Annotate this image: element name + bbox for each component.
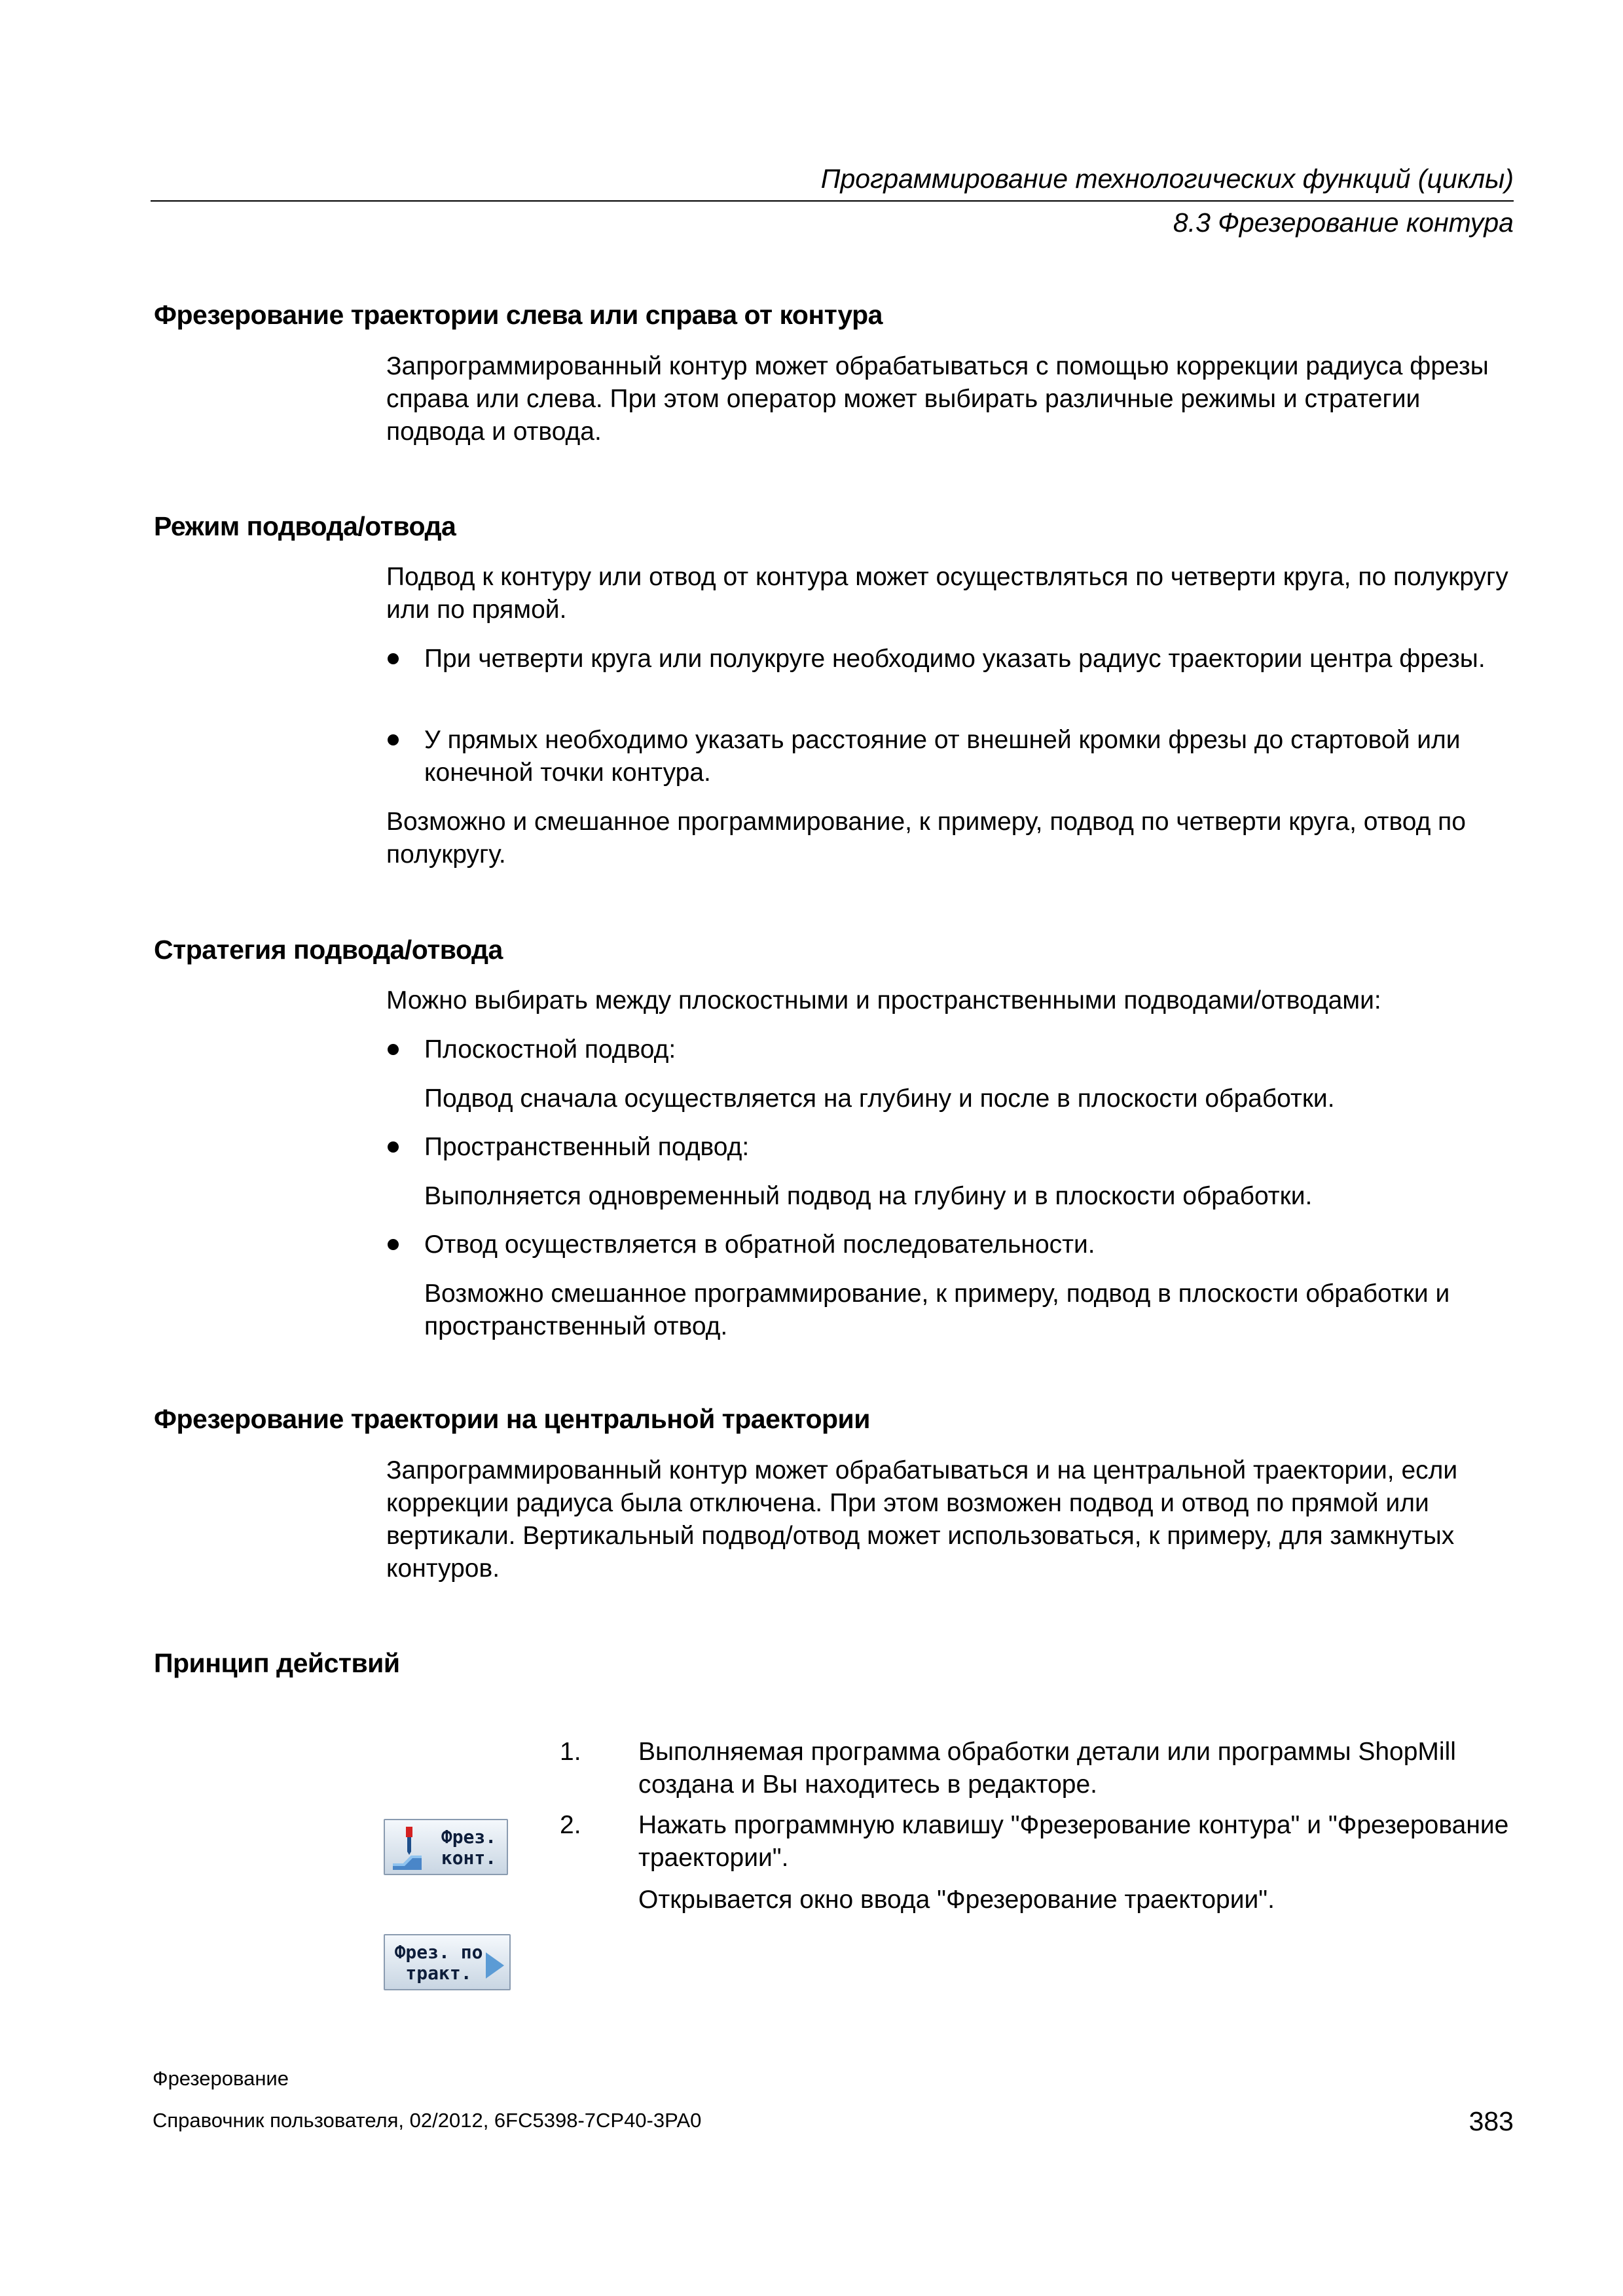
paragraph-center-path: Запрограммированный контур может обрабатываться и на центральной траектории, если коррекции радиуса была отключена. При этом возможен подвод и отвод по прямой или вертикали. Вертикальный подвод/отвод может использоваться, к примеру, для замкнутых контуров. (386, 1456, 1458, 1583)
bullet-dot (388, 734, 399, 745)
footer-title: Фрезерование (153, 2067, 289, 2090)
milling-tool-icon (389, 1824, 426, 1873)
heading-center-path: Фрезерование траектории на центральной траектории (154, 1404, 870, 1434)
bullet-text: Плоскостной подвод: (424, 1035, 676, 1064)
step-text-1: Выполняемая программа обработки детали или программы ShopMill создана и Вы находитесь в редакторе. (638, 1738, 1456, 1799)
heading-procedure: Принцип действий (154, 1648, 400, 1678)
bullet-dot (388, 653, 399, 664)
softkey-label: Фрез. по тракт. (394, 1941, 483, 1984)
softkey-contour-milling[interactable] (384, 1819, 508, 1875)
step-number-2: 2. (560, 1811, 581, 1839)
detail-planar-approach: Подвод сначала осуществляется на глубину и после в плоскости обработки. (424, 1085, 1335, 1113)
bullet-text: У прямых необходимо указать расстояние от внешней кромки фрезы до стартовой или конечной точки контура. (424, 726, 1461, 787)
heading-approach-mode: Режим подвода/отвода (154, 511, 456, 541)
bullet-retract-order (386, 1229, 1525, 1261)
step-result-2: Открывается окно ввода "Фрезерование траектории". (638, 1886, 1275, 1914)
header-rule (151, 200, 1514, 202)
page-number: 383 (1468, 2106, 1514, 2136)
bullet-dot (388, 1239, 399, 1250)
detail-mixed-programming: Возможно смешанное программирование, к примеру, подвод в плоскости обработки и пространственный отвод. (424, 1280, 1450, 1340)
softkey-path-milling[interactable] (384, 1934, 511, 1990)
bullet-planar-approach (386, 1033, 1525, 1066)
bullet-straight (386, 724, 1525, 789)
bullet-spatial-approach (386, 1131, 1525, 1164)
softkey-label: Фрез. конт. (441, 1826, 497, 1869)
header-section-title: 8.3 Фрезерование контура (1173, 207, 1514, 238)
paragraph-approach-outro: Возможно и смешанное программирование, к примеру, подвод по четверти круга, отвод по полукругу. (386, 808, 1466, 869)
bullet-text: Отвод осуществляется в обратной последовательности. (424, 1230, 1095, 1259)
paragraph-left-right-milling: Запрограммированный контур может обрабатываться с помощью коррекции радиуса фрезы справа или слева. При этом оператор может выбирать различные режимы и стратегии подвода и отвода. (386, 352, 1489, 446)
paragraph-strategy-intro: Можно выбирать между плоскостными и пространственными подводами/отводами: (386, 986, 1381, 1014)
step-text-2: Нажать программную клавишу "Фрезерование контура" и "Фрезерование траектории". (638, 1811, 1509, 1872)
bullet-dot (388, 1141, 399, 1153)
bullet-dot (388, 1044, 399, 1055)
heading-left-right-milling: Фрезерование траектории слева или справа от контура (154, 300, 883, 330)
step-number-1: 1. (560, 1738, 581, 1766)
bullet-text: Пространственный подвод: (424, 1133, 750, 1161)
paragraph-approach-intro: Подвод к контуру или отвод от контура может осуществляться по четверти круга, по полукругу или по прямой. (386, 563, 1508, 624)
footer-manual-info: Справочник пользователя, 02/2012, 6FC5398-7CP40-3PA0 (153, 2109, 702, 2132)
bullet-text: При четверти круга или полукруге необходимо указать радиус траектории центра фрезы. (424, 645, 1486, 673)
bullet-quarter-circle (386, 643, 1525, 675)
heading-approach-strategy: Стратегия подвода/отвода (154, 935, 503, 965)
header-chapter-title: Программирование технологических функций (циклы) (820, 164, 1514, 194)
detail-spatial-approach: Выполняется одновременный подвод на глубину и в плоскости обработки. (424, 1182, 1313, 1210)
